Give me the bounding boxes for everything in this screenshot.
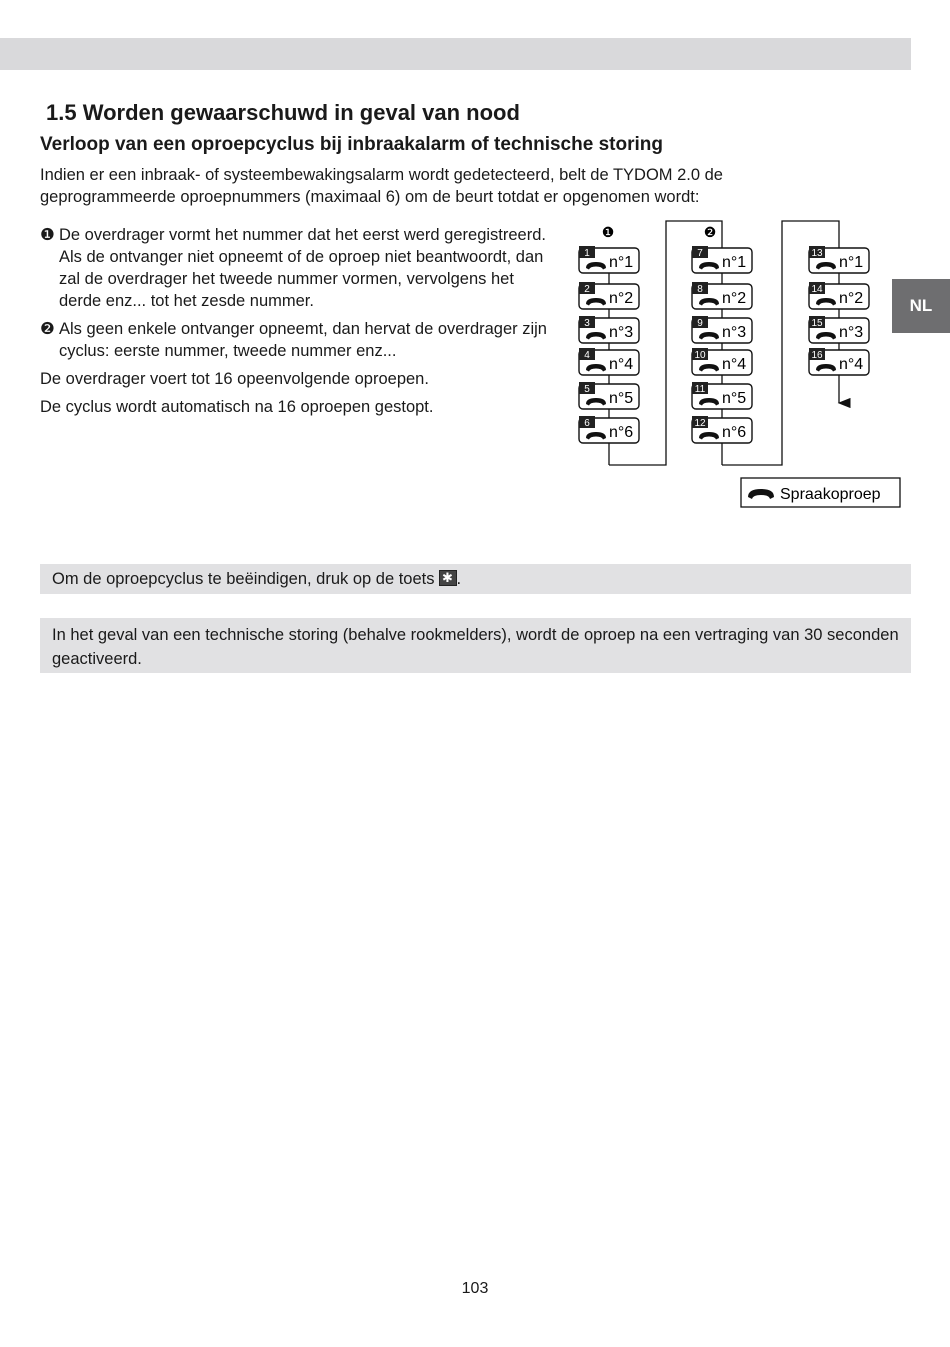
call-box xyxy=(809,316,869,343)
page-number: 103 xyxy=(461,1280,489,1297)
stop-cycle-note xyxy=(40,564,911,594)
steps-list xyxy=(40,224,560,424)
call-index: 16 xyxy=(811,350,823,361)
step-text: De overdrager vormt het nummer dat het eerst werd geregistreerd. Als de ontvanger niet opneemt of de oproep niet beantwoordt, dan zal de overdrager het tweede nummer vormen, vervolgens het derde enz... tot het zesde nummer. xyxy=(59,226,546,310)
section-title: 1.5 Worden gewaarschuwd in geval van nood xyxy=(46,100,520,125)
call-index: 9 xyxy=(697,318,703,329)
call-box xyxy=(809,348,869,375)
stop-note-text: Om de oproepcyclus te beëindigen, druk op de toets xyxy=(52,570,435,588)
call-box xyxy=(692,246,752,273)
legend xyxy=(741,478,900,507)
call-box xyxy=(692,316,752,343)
call-number-label: n°2 xyxy=(839,290,864,307)
call-index: 14 xyxy=(811,284,823,295)
step-text: Als geen enkele ontvanger opneemt, dan hervat de overdrager zijn cyclus: eerste nummer, tweede nummer enz... xyxy=(59,320,547,360)
technical-fault-note: In het geval van een technische storing (behalve rookmelders), wordt de oproep na een vertraging van 30 seconden geactiveerd. xyxy=(40,618,911,673)
step-item xyxy=(40,318,560,362)
call-cycle-diagram xyxy=(560,215,910,515)
call-number-label: n°4 xyxy=(609,356,634,373)
section-subtitle: Verloop van een oproepcyclus bij inbraakalarm of technische storing xyxy=(40,134,663,155)
info-line: De cyclus wordt automatisch na 16 oproepen gestopt. xyxy=(40,398,434,416)
call-index: 4 xyxy=(584,350,590,361)
call-index: 6 xyxy=(584,418,590,429)
call-number-label: n°1 xyxy=(722,254,747,271)
call-number-label: n°3 xyxy=(839,324,864,341)
call-number-label: n°4 xyxy=(839,356,864,373)
call-box xyxy=(579,282,639,309)
call-index: 1 xyxy=(584,248,590,259)
call-box xyxy=(692,416,752,443)
info-line: De overdrager voert tot 16 opeenvolgende oproepen. xyxy=(40,370,429,388)
call-box xyxy=(809,246,869,273)
call-box xyxy=(579,382,639,409)
call-number-label: n°6 xyxy=(609,424,634,441)
call-number-label: n°3 xyxy=(722,324,747,341)
call-box xyxy=(809,282,869,309)
step-marker: ❷ xyxy=(40,320,55,338)
call-index: 7 xyxy=(697,248,703,259)
call-index: 5 xyxy=(584,384,590,395)
call-number-label: n°1 xyxy=(839,254,864,271)
call-boxes xyxy=(579,246,869,443)
cycle-marker-1: ❶ xyxy=(601,224,615,240)
call-box xyxy=(579,416,639,443)
call-number-label: n°1 xyxy=(609,254,634,271)
call-number-label: n°2 xyxy=(722,290,747,307)
call-index: 13 xyxy=(811,248,823,259)
call-number-label: n°5 xyxy=(609,390,634,407)
intro-paragraph: Indien er een inbraak- of systeembewakingsalarm wordt gedetecteerd, belt de TYDOM 2.0 de geprogrammeerde oproepnummers (maximaal 6) om de beurt totdat er opgenomen wordt: xyxy=(40,166,723,206)
stop-note-end: . xyxy=(456,570,462,588)
call-box xyxy=(579,316,639,343)
call-index: 15 xyxy=(811,318,823,329)
call-index: 3 xyxy=(584,318,590,329)
call-box xyxy=(579,348,639,375)
call-index: 11 xyxy=(694,384,706,395)
call-number-label: n°6 xyxy=(722,424,747,441)
cycle-marker-2: ❷ xyxy=(703,224,717,240)
call-number-label: n°5 xyxy=(722,390,747,407)
call-number-label: n°2 xyxy=(609,290,634,307)
header-bar xyxy=(0,38,911,70)
call-index: 10 xyxy=(694,350,706,361)
call-number-label: n°4 xyxy=(722,356,747,373)
call-box xyxy=(692,282,752,309)
call-box xyxy=(692,382,752,409)
call-box xyxy=(692,348,752,375)
call-box xyxy=(579,246,639,273)
step-item xyxy=(40,224,560,312)
call-index: 8 xyxy=(697,284,703,295)
call-number-label: n°3 xyxy=(609,324,634,341)
star-key-icon: ✱ xyxy=(439,570,457,586)
language-tab: NL xyxy=(892,279,950,333)
legend-label: Spraakoproep xyxy=(780,486,881,503)
step-marker: ❶ xyxy=(40,226,55,244)
call-index: 2 xyxy=(584,284,590,295)
call-index: 12 xyxy=(694,418,706,429)
